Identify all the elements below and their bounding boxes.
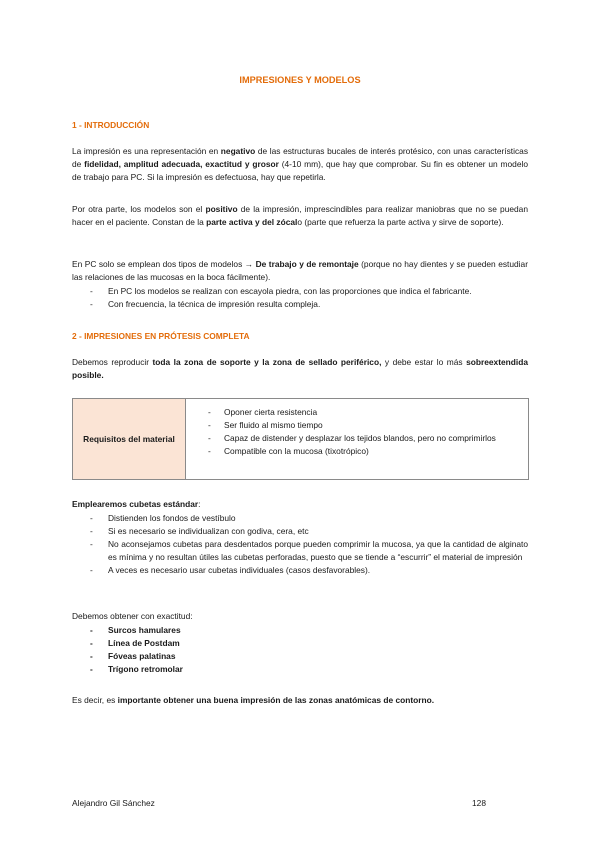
section-heading-intro: 1 - INTRODUCCIÓN (72, 120, 150, 130)
page-title: IMPRESIONES Y MODELOS (239, 75, 361, 85)
list-item-text: Línea de Postdam (108, 638, 180, 648)
page-number: 128 (472, 798, 486, 808)
list-item-text: Compatible con la mucosa (tixotrópico) (224, 446, 369, 456)
text: Por otra parte, los modelos son el (72, 204, 206, 214)
paragraph-intro (72, 145, 528, 184)
text: (porque no hay dientes y se pueden estudiar las relaciones de las mucosas en la boca fácilmente). (72, 259, 528, 282)
paragraph-exactitude: Debemos obtener con exactitud: (72, 611, 193, 621)
bold-text: Emplearemos cubetas estándar (72, 499, 199, 509)
requirements-list (186, 406, 518, 458)
list-item: - Si es necesario se individualizan con godiva, cera, etc (90, 526, 309, 536)
paragraph-model-types (72, 258, 528, 284)
list-item-text: Con frecuencia, la técnica de impresión resulta compleja. (108, 299, 321, 309)
text: La impresión es una representación en (72, 146, 221, 156)
list-item: - Compatible con la mucosa (tixotrópico) (208, 446, 369, 456)
bold-text: positivo (205, 204, 238, 214)
list-item: - Línea de Postdam (90, 638, 180, 648)
requirements-label: Requisitos del material (73, 399, 186, 479)
page-footer (72, 797, 528, 810)
list-item: - A veces es necesario usar cubetas individuales (casos desfavorables). (90, 565, 371, 575)
paragraph-conclusion (72, 694, 528, 707)
list-item-text: Fóveas palatinas (108, 651, 176, 661)
list-item: - Distienden los fondos de vestíbulo (90, 513, 236, 523)
list-item: - En PC los modelos se realizan con escayola piedra, con las proporciones que indica el fabricante. (90, 286, 472, 296)
list-item-text: Capaz de distender y desplazar los tejidos blandos, pero no comprimirlos (224, 433, 496, 443)
bold-text: negativo (220, 146, 256, 156)
document-page (72, 0, 528, 848)
requirements-table (72, 398, 529, 480)
list-item-text: Surcos hamulares (108, 625, 181, 635)
list-item: - Ser fluido al mismo tiempo (208, 420, 323, 430)
list-item: - Con frecuencia, la técnica de impresión resulta compleja. (90, 299, 321, 309)
bold-text: toda la zona de soporte y la zona de sellado periférico, (152, 357, 382, 367)
list-item-text: A veces es necesario usar cubetas individuales (casos desfavorables). (108, 565, 371, 575)
list-item: - Fóveas palatinas (90, 651, 176, 661)
list-item: - Trígono retromolar (90, 664, 183, 674)
text: de la impresión, imprescindibles para realizar maniobras que no se puedan hacer en el paciente. Constan de la (72, 204, 528, 227)
bold-text: fidelidad, amplitud adecuada, exactitud y grosor (84, 159, 279, 169)
list-item: - Surcos hamulares (90, 625, 181, 635)
text: de las estructuras bucales de interés protésico, con unas características de (72, 146, 529, 169)
text: (4-10 mm), que hay que comprobar. Su fin es obtener un modelo de trabajo para PC. Si la impresión es defectuosa, hay que repetirla. (72, 159, 528, 182)
bold-text: sobreextendida posible. (72, 357, 528, 380)
text: Es decir, es (72, 695, 118, 705)
list-item-text: Ser fluido al mismo tiempo (224, 420, 323, 430)
anatomy-list (72, 624, 528, 676)
list-item-text: Oponer cierta resistencia (224, 407, 318, 417)
models-list (72, 285, 528, 311)
section-heading-impressions: 2 - IMPRESIONES EN PRÓTESIS COMPLETA (72, 331, 250, 341)
bold-text: De trabajo y de remontaje (255, 259, 359, 269)
list-item: - Oponer cierta resistencia (208, 407, 318, 417)
text: o (parte que refuerza la parte activa y sirve de soporte). (297, 217, 504, 227)
list-item-text: No aconsejamos cubetas para desdentados porque pueden comprimir la mucosa, ya que la cantidad de alginato es mínima y no resultan útiles las cubetas perforadas, puesto que se tiende a “escurrir” el material de impresión (108, 539, 528, 562)
footer-author: Alejandro Gil Sánchez (72, 798, 155, 808)
list-item: - Capaz de distender y desplazar los tejidos blandos, pero no comprimirlos (208, 433, 496, 443)
text: y debe estar lo más (381, 357, 467, 367)
bold-text: parte activa y del zócal (206, 217, 298, 227)
list-item-text: En PC los modelos se realizan con escayola piedra, con las proporciones que indica el fabricante. (108, 286, 472, 296)
list-item-text: Distienden los fondos de vestíbulo (108, 513, 236, 523)
paragraph-trays (72, 498, 528, 511)
trays-list (72, 512, 528, 577)
bold-text: importante obtener una buena impresión de las zonas anatómicas de contorno. (117, 695, 435, 705)
paragraph-reproduce (72, 356, 528, 382)
paragraph-models (72, 203, 528, 229)
text: En PC solo se emplean dos tipos de modelos → (72, 259, 256, 269)
text: : (198, 499, 201, 509)
list-item-text: Trígono retromolar (108, 664, 183, 674)
list-item: - No aconsejamos cubetas para desdentados porque pueden comprimir la mucosa, ya que la cantidad de alginato es mínima y no resultan útiles las cubetas perforadas, puesto que se tiende a “escurrir” el material de impresión (90, 539, 528, 562)
list-item-text: Si es necesario se individualizan con godiva, cera, etc (108, 526, 309, 536)
text: Debemos reproducir (72, 357, 153, 367)
